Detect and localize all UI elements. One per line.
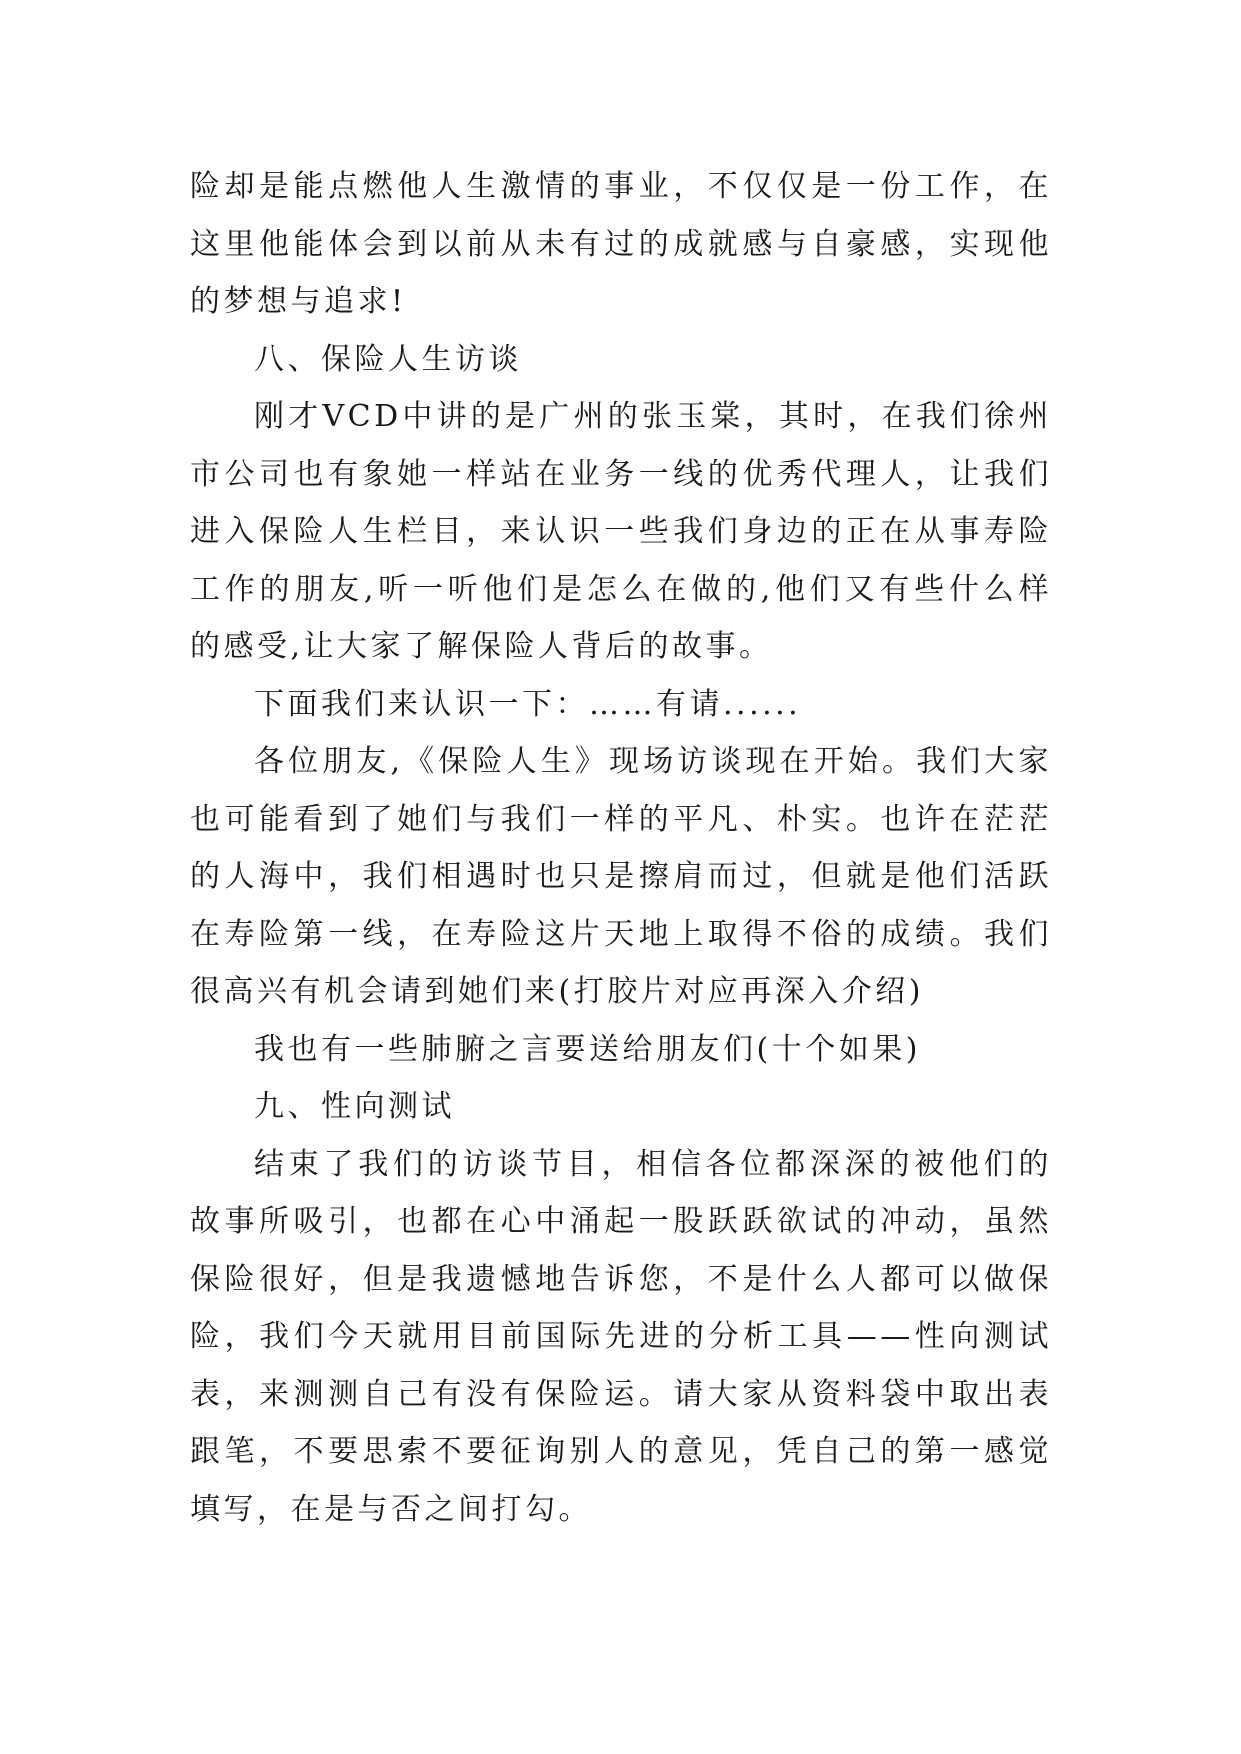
section-heading-nine: 九、性向测试 — [254, 1089, 455, 1124]
section-heading-eight: 八、保险人生访谈 — [254, 341, 522, 377]
paragraph-interview-intro: 刚才VCD中讲的是广州的张玉棠，其时，在我们徐州市公司也有象她一样站在业务一线的优秀代理人，让我们进入保险人生栏目，来认识一些我们身边的正在从事寿险工作的朋友,听一听他们是怎么在做的,他们又有些什么样的感受,让大家了解保险人背后的故事。 — [190, 399, 1052, 664]
paragraph-aptitude-test: 结束了我们的访谈节目，相信各位都深深的被他们的故事所吸引，也都在心中涌起一股跃跃欲试的冲动，虽然保险很好，但是我遗憾地告诉您，不是什么人都可以做保险，我们今天就用目前国际先进的分析工具——性向测试表，来测测自己有没有保险运。请大家从资料袋中取出表跟笔，不要思索不要征询别人的意见，凭自己的第一感觉填写，在是与否之间打勾。 — [190, 1146, 1052, 1527]
paragraph-introduce-guests: 下面我们来认识一下：……有请...... — [254, 686, 802, 722]
paragraph-heartfelt-words: 我也有一些肺腑之言要送给朋友们(十个如果) — [254, 1031, 921, 1067]
paragraph-interview-start: 各位朋友,《保险人生》现场访谈现在开始。我们大家也可能看到了她们与我们一样的平凡、朴实。也许在茫茫的人海中，我们相遇时也只是擦肩而过，但就是他们活跃在寿险第一线，在寿险这片天地上取得不俗的成绩。我们很高兴有机会请到她们来(打胶片对应再深入介绍) — [190, 744, 1052, 1009]
paragraph-continuation: 险却是能点燃他人生激情的事业，不仅仅是一份工作，在这里他能体会到以前从未有过的成就感与自豪感，实现他的梦想与追求! — [190, 169, 1052, 319]
document-body — [190, 158, 1052, 1538]
